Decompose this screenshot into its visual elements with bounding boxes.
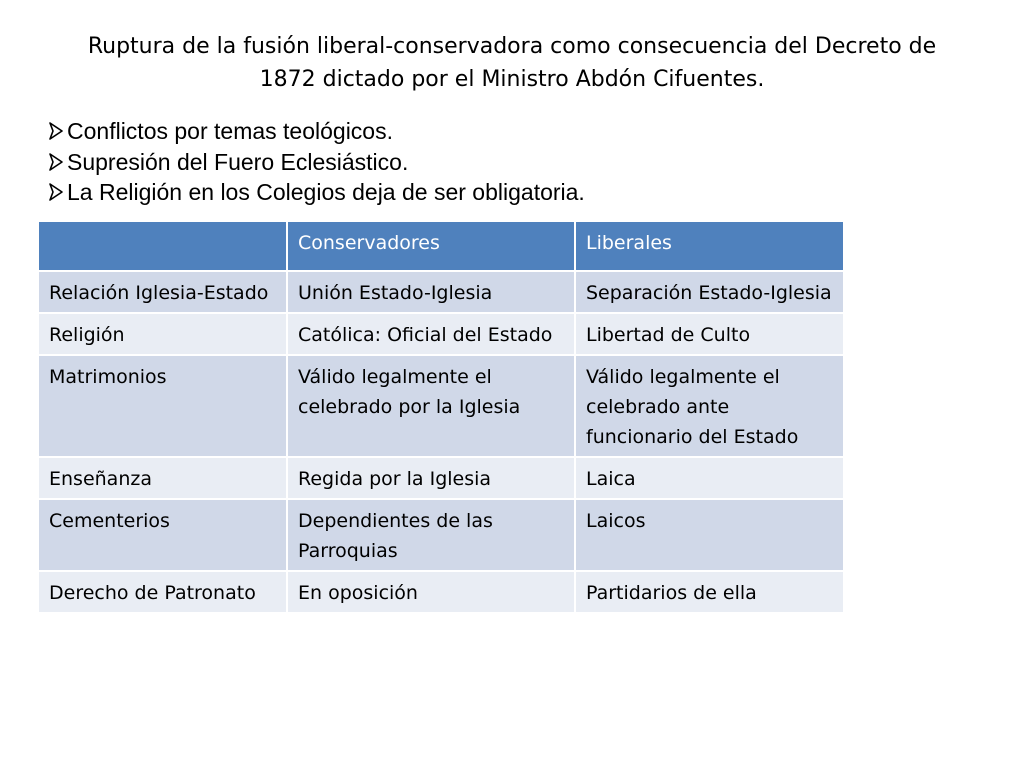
header-cell-empty: [38, 221, 287, 271]
conservadores-cell: Unión Estado-Iglesia: [287, 271, 575, 313]
row-label-cell: Derecho de Patronato: [38, 571, 287, 613]
slide-title: [40, 30, 984, 96]
comparison-table: [37, 220, 845, 614]
conservadores-cell: En oposición: [287, 571, 575, 613]
table-header-row: [38, 221, 844, 271]
liberales-cell: Laicos: [575, 499, 844, 571]
table-row: [38, 355, 844, 457]
conservadores-cell: Válido legalmente el celebrado por la Iglesia: [287, 355, 575, 457]
arrow-bullet-icon: [48, 151, 64, 173]
bullet-item: [48, 147, 585, 178]
conservadores-cell: Dependientes de las Parroquias: [287, 499, 575, 571]
table-row: [38, 313, 844, 355]
table-row: [38, 271, 844, 313]
liberales-cell: Partidarios de ella: [575, 571, 844, 613]
arrow-bullet-icon: [48, 181, 64, 203]
conservadores-cell: Regida por la Iglesia: [287, 457, 575, 499]
slide-title-line-2: 1872 dictado por el Ministro Abdón Cifuentes.: [259, 67, 765, 92]
row-label-cell: Matrimonios: [38, 355, 287, 457]
liberales-cell: Separación Estado-Iglesia: [575, 271, 844, 313]
row-label-cell: Enseñanza: [38, 457, 287, 499]
row-label-cell: Religión: [38, 313, 287, 355]
liberales-cell: Libertad de Culto: [575, 313, 844, 355]
slide-title-line-1: Ruptura de la fusión liberal-conservadora como consecuencia del Decreto de: [87, 34, 937, 59]
header-cell-conservadores: Conservadores: [287, 221, 575, 271]
bullet-item: [48, 116, 585, 147]
row-label-cell: Cementerios: [38, 499, 287, 571]
table-row: [38, 571, 844, 613]
row-label-cell: Relación Iglesia-Estado: [38, 271, 287, 313]
bullet-item: [48, 177, 585, 208]
bullet-text: La Religión en los Colegios deja de ser obligatoria.: [67, 179, 585, 205]
arrow-bullet-icon: [48, 120, 64, 142]
liberales-cell: Laica: [575, 457, 844, 499]
bullet-text: Conflictos por temas teológicos.: [67, 118, 393, 144]
conservadores-cell: Católica: Oficial del Estado: [287, 313, 575, 355]
table-row: [38, 499, 844, 571]
bullet-list: [48, 116, 585, 208]
liberales-cell: Válido legalmente el celebrado ante funcionario del Estado: [575, 355, 844, 457]
header-cell-liberales: Liberales: [575, 221, 844, 271]
table-row: [38, 457, 844, 499]
bullet-text: Supresión del Fuero Eclesiástico.: [67, 148, 409, 175]
